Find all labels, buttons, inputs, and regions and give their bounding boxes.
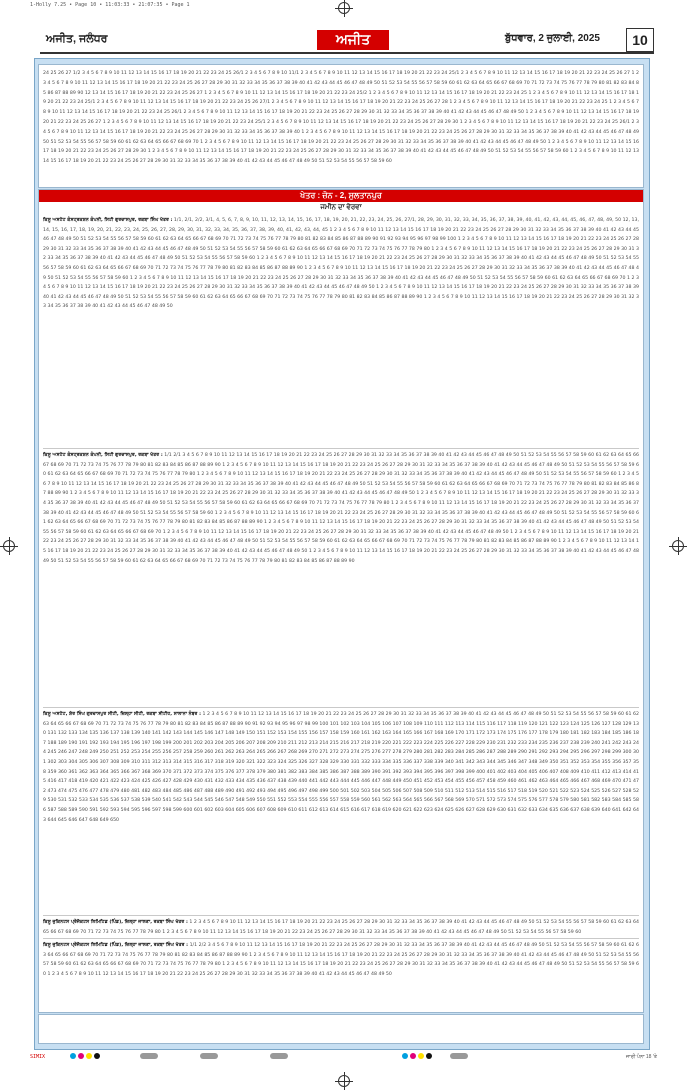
land-entry-body: 1/1 2/1 3 4 5 6 7 8 9 10 11 12 13 14 15 16 17 18 19 20 21 22 23 24 25 26 27 28 29 30 31 32 33 34 35 36 37 38 39 40 41 42 43 44 45 46 47 48 49 50 51 52 53 54 55 56 57 58 59 60 61 62 63 64 65 66 67 68 69 70 71 72 73 74 75 76 77 78 79 80 81 82 83 84 85 86 87 88 89 90 1 2 3 4 5 6 7 8 9 10 11 12 13 14 15 16 17 18 19 20 21 22 23 24 25 26 27 28 29 30 31 32 33 34 35 36 37 38 39 40 41 42 43 44 45 46 47 48 49 50 51 52 53 54 55 56 57 58 59 60 61 62 63 64 65 66 67 68 69 70 71 72 73 74 75 76 77 78 79 80 1 2 3 4 5 6 7 8 9 10 11 12 13 14 15 16 17 18 19 20 21 22 23 24 25 26 27 28 29 30 31 32 33 34 35 36 37 38 39 40 41 42 43 44 45 46 47 48 49 50 51 52 53 54 55 56 57 58 59 60 1 2 3 4 5 6 7 8 9 10 11 12 13 14 15 16 17 18 19 20 21 22 23 24 25 26 27 28 29 30 31 32 33 34 35 36 37 38 39 40 41 42 43 44 45 46 47 48 49 50 51 52 53 54 55 56 57 58 59 60 61 62 63 64 65 66 67 68 69 70 71 72 73 74 75 76 77 78 79 80 81 82 83 84 85 86 87 88 89 90 1 2 3 4 5 6 7 8 9 10 11 12 13 14 15 16 17 18 19 20 21 22 23 24 25 26 27 28 29 30 31 32 33 34 35 36 37 38 39 40 41 42 43 44 45 46 47 48 49 50 1 2 3 4 5 6 7 8 9 10 11 12 13 14 15 16 17 18 19 20 21 22 23 24 25 26 27 28 29 30 31 32 33 34 35 36 37 38 39 40 41 42 43 44 45 46 47 48 49 50 51 52 53 54 55 56 57 58 59 60 61 62 63 64 65 66 67 68 69 70 71 72 73 74 75 76 77 78 79 80 1 2 3 4 5 6 7 8 9 10 11 12 13 14 15 16 17 18 19 20 21 22 23 24 25 26 27 28 29 30 31 32 33 34 35 36 37 38 39 40 41 42 43 44 45 46 47 48 49 50 51 52 53 54 55 56 57 58 59 60 1 2 3 4 5 6 7 8 9 10 11 12 13 14 15 16 17 18 19 20 21 22 23 24 25 26 27 28 29 30 31 32 33 34 35 36 37 38 39 40 41 42 43 44 45 46 47 48 49 50 51 52 53 54 55 56 57 58 59 60 61 62 63 64 65 66 67 68 69 70 71 72 73 74 75 76 77 78 79 80 81 82 83 84 85 86 87 88 89 90 1 2 3 4 5 6 7 8 9 10 11 12 13 14 15 16 17 18 19 20 21 22 23 24 25 26 27 28 29 30 31 32 33 34 35 36 37 38 39 40 41 42 43 44 45 46 47 48 49 50 51 52 53 54 55 56 57 58 59 60 61 62 63 64 65 66 67 68 69 70 1 2 3 4 5 6 7 8 9 10 11 12 13 14 15 16 17 18 19 20 21 22 23 24 25 26 27 28 29 30 31 32 33 34 35 36 37 38 39 40 41 42 43 44 45 46 47 48 49 50 1 2 3 4 5 6 7 8 9 10 11 12 13 14 15 16 17 18 19 20 21 22 23 24 25 26 27 28 29 30 31 32 33 34 35 36 37 38 39 40 41 42 43 44 45 46 47 48 49 50 51 52 53 54 55 56 57 58 59 60 61 62 63 64 65 66 67 68 69 70 71 72 73 74 75 76 77 78 79 80 81 82 83 84 85 86 87 88 89 90 1 2 3 4 5 6 7 8 9 10 11 12 13 14 15 16 17 18 19 20 21 22 23 24 25 26 27 28 29 30 31 32 33 34 35 36 37 38 39 40 41 42 43 44 45 46 47 48 49 50 1 2 3 4 5 6 7 8 9 10 11 12 13 14 15 16 17 18 19 20 21 22 23 24 25 26 27 28 29 30 31 32 33 34 35 36 37 38 39 40 41 42 43 44 45 46 47 48 49 50 51 52 53 54 55 56 57 58 59 60 61 62 63 64 65 66 67 68 69 70 71 72 73 74 75 76 77 78 79 80 81 82 83 84 85 86 87 88 89 90 (43, 453, 639, 564)
print-code: SIMIX (30, 1054, 46, 1060)
land-entry-heading: ਕਿਸੂ ਜੁਕਿਨਟਸ ਪ੍ਰੋਜੈਕਟਸ ਲਿਮਿਟਿਡ (ਪਿੰਡ), ਜ਼ਿਲ੍ਹਾ ਜਾਲਣਾ, ਰਕਬਾ ਸਿੰਘ ਖੇਤਰ : (43, 920, 188, 925)
registration-mark-icon (672, 540, 684, 552)
black-swatch-icon (94, 1053, 100, 1059)
land-entry-heading: ਕਿਸੂ ਅਸਟੇਟ, ਸ਼ੇਰ ਸਿੰਘ ਗੁਰਦਾਸਪੁਰ ਸੀਟੀ, ਜ਼ਿਲ੍ਹਾ ਸੀਟੀ, ਰਕਬਾ ਸੀਟੀਹ, ਸਾਲਾਨਾ ਨੰਬਰ : (43, 712, 201, 717)
gray-bar-icon (270, 1053, 288, 1059)
gray-bar-icon (140, 1053, 158, 1059)
entry-divider (43, 707, 639, 708)
page-footer (30, 1053, 657, 1063)
land-entry-heading: ਕਿਸੂ ਅਸਟੇਟ ਕੰਸਟ੍ਰਕਸ਼ਨ ਕੰਪਨੀ, ਸਿਟੀ ਗੁਰਦਾਸਪੁਰ, ਰਕਬਾ ਸਿੰਘ ਖੇਤਰ : (43, 218, 173, 223)
registration-mark-icon (338, 2, 350, 14)
continued-listing-text: 24 25 26 27 1/2 3 4 5 6 7 8 9 10 11 12 13 14 15 16 17 18 19 20 21 22 23 24 25 26/1 2 3 4 5 6 7 8 9 10 11/1 2 3 4 5 6 7 8 9 10 11 12 13 14 15 16 17 18 19 20 21 22 23 24 25/1 2 3 4 5 6 7 8 9 10 11 12 13 14 15 16 17 18 19 20 21 22 23 24 25 26 27 1 2 3 4 5 6 7 8 9 10 11 12 13 14 15 16 17 18 19 20 21 22 23 24 25 26 27 28 29 30 31 32 33 34 35 36 37 38 39 40 41 42 43 44 45 46 47 48 49 50 51 52 53 54 55 56 57 58 59 60 61 62 63 64 65 66 67 68 69 70 71 72 73 74 75 76 77 78 79 80 81 82 83 84 85 86 87 88 89 90 12 13 14 15 16 17 18 19 20 21 22 23 24 25 26 27 1 2 3 4 5 6 7 8 9 10 11 12 13 14 15 16 17 18 19 20 21 22 23 24 25/2 1 2 3 4 5 6 7 8 9 10 11 12 13 14 15 16 17 18 19 20 21 22 23 24 25 1 2 3 4 5 6 7 8 9 10 11 12 13 14 15 16 17 18 19 20 21 22 23 24 25/1 2 3 4 5 6 7 8 9 10 11 12 13 14 15 16 17 18 19 20 21 22 23 24 25 26 27/1 2 3 4 5 6 7 8 9 10 11 12 13 14 15 16 17 18 19 20 21 22 23 24 25 26 27 28 1 2 3 4 5 6 7 8 9 10 11 12 13 14 15 16 17 18 19 20 21 22 23 24 25 1 2 3 4 5 6 7 8 9 10 11 12 13 14 15 16 17 18 19 20 21 22 23 24 25 26/1 2 3 4 5 6 7 8 9 10 11 12 13 14 15 16 17 18 19 20 21 22 23 24 25 26 27 28 29 30 31 32 33 34 35 36 37 38 39 40 41 42 43 44 45 46 47 48 49 50 1 2 3 4 5 6 7 8 9 10 11 12 13 14 15 16 17 18 19 20 21 22 23 24 25 26 27 1 2 3 4 5 6 7 8 9 10 11 12 13 14 15 16 17 18 19 20 21 22 23 24 25/1 2 3 4 5 6 7 8 9 10 11 12 13 14 15 16 17 18 19 20 21 22 23 24 25 26 27 28 29 30 1 2 3 4 5 6 7 8 9 10 11 12 13 14 15 16 17 18 19 20 21 22 23 24 25 26/1 2 3 4 5 6 7 8 9 10 11 12 13 14 15 16 17 18 19 20 21 22 23 24 25 26 27 28 29 30 31 32 33 34 35 36 37 38 39 40 1 2 3 4 5 6 7 8 9 10 11 12 13 14 15 16 17 18 19 20 21 22 23 24 25 26 27 28 29 30 31 32 33 34 35 36 37 38 39 40 41 42 43 44 45 46 47 48 49 50 51 52 53 54 55 56 57 58 59 60 61 62 63 64 65 66 67 68 69 70 1 2 3 4 5 6 7 8 9 10 11 12 13 14 15 16 17 18 19 20 21 22 23 24 25 26 27 28 29 30 31 32 33 34 35 36 37 38 39 40 41 42 43 44 45 46 47 48 49 50 1 2 3 4 5 6 7 8 9 10 11 12 13 14 15 16 17 18 19 20 21 22 23 24 25 26 27 28 29 30 1 2 3 4 5 6 7 8 9 10 11 12 13 14 15 16 17 18 19 20 21 22 23 24 25 26 27 28 29 30 31 32 33 34 35 36 37 38 39 40 41 42 43 44 45 46 47 48 49 50 51 52 53 54 55 56 57 58 59 60 1 2 3 4 5 6 7 8 9 10 11 12 13 14 15 16 17 18 19 20 21 22 23 24 25 26 27 28 29 30 31 32 33 34 35 36 37 38 39 40 41 42 43 44 45 46 47 48 49 50 51 52 53 54 55 56 57 58 59 60 (43, 71, 639, 165)
yellow-swatch-icon (86, 1053, 92, 1059)
continued-listing-panel (38, 64, 644, 188)
yellow-swatch-icon (418, 1053, 424, 1059)
land-entry (43, 451, 639, 705)
land-entry (43, 710, 639, 913)
magenta-swatch-icon (78, 1053, 84, 1059)
land-entry-body: 1 2 3 4 5 6 7 8 9 10 11 12 13 14 15 16 17 18 19 20 21 22 23 24 25 26 27 28 29 30 31 32 33 34 35 36 37 38 39 40 41 42 43 44 45 46 47 48 49 50 51 52 53 54 55 56 57 58 59 60 61 62 63 64 65 66 67 68 69 70 71 72 73 74 75 76 77 78 79 80 1 2 3 4 5 6 7 8 9 10 11 12 13 14 15 16 17 18 19 20 21 22 23 24 25 26 27 28 29 30 31 32 33 34 35 36 37 38 39 40 41 42 43 44 45 46 47 48 49 50 51 52 53 54 55 56 57 58 59 60 (43, 920, 639, 935)
cyan-swatch-icon (70, 1053, 76, 1059)
edition-label: ਅਜੀਤ, ਜਲੰਧਰ (46, 33, 108, 45)
entry-divider (43, 448, 639, 449)
land-entry (43, 216, 639, 446)
masthead-logo: ਅਜੀਤ (317, 30, 389, 50)
registration-mark-icon (3, 540, 15, 552)
section-panel (38, 189, 644, 1013)
land-entry-body: 1 2 3 4 5 6 7 8 9 10 11 12 13 14 15 16 17 18 19 20 21 22 23 24 25 26 27 28 29 30 31 32 33 34 35 36 37 38 39 40 41 42 43 44 45 46 47 48 49 50 51 52 53 54 55 56 57 58 59 60 61 62 63 64 65 66 67 68 69 70 71 72 73 74 75 76 77 78 79 80 81 82 83 84 85 86 87 88 89 90 91 92 93 94 95 96 97 98 99 100 101 102 103 104 105 106 107 108 109 110 111 112 113 114 115 116 117 118 119 120 121 122 123 124 125 126 127 128 129 130 131 132 133 134 135 136 137 138 139 140 141 142 143 144 145 146 147 148 149 150 151 152 153 154 155 156 157 158 159 160 161 162 163 164 165 166 167 168 169 170 171 172 173 174 175 176 177 178 179 180 181 182 183 184 185 186 187 188 189 190 191 192 193 194 195 196 197 198 199 200 201 202 203 204 205 206 207 208 209 210 211 212 213 214 215 216 217 218 219 220 221 222 223 224 225 226 227 228 229 230 231 232 233 234 235 236 237 238 239 240 241 242 243 244 245 246 247 248 249 250 251 252 253 254 255 256 257 258 259 260 261 262 263 264 265 266 267 268 269 270 271 272 273 274 275 276 277 278 279 280 281 282 283 284 285 286 287 288 289 290 291 292 293 294 295 296 297 298 299 300 301 302 303 304 305 306 307 308 309 310 311 312 313 314 315 316 317 318 319 320 321 322 323 324 325 326 327 328 329 330 331 332 333 334 335 336 337 338 339 340 341 342 343 344 345 346 347 348 349 350 351 352 353 354 355 356 357 358 359 360 361 362 363 364 365 366 367 368 369 370 371 372 373 374 375 376 377 378 379 380 381 382 383 384 385 386 387 388 389 390 391 392 393 394 395 396 397 398 399 400 401 402 403 404 405 406 407 408 409 410 411 412 413 414 415 416 417 418 419 420 421 422 423 424 425 426 427 428 429 430 431 432 433 434 435 436 437 438 439 440 441 442 443 444 445 446 447 448 449 450 451 452 453 454 455 456 457 458 459 460 461 462 463 464 465 466 467 468 469 470 471 472 473 474 475 476 477 478 479 480 481 482 483 484 485 486 487 488 489 490 491 492 493 494 495 496 497 498 499 500 501 502 503 504 505 506 507 508 509 510 511 512 513 514 515 516 517 518 519 520 521 522 523 524 525 526 527 528 529 530 531 532 533 534 535 536 537 538 539 540 541 542 543 544 545 546 547 548 549 550 551 552 553 554 555 556 557 558 559 560 561 562 563 564 565 566 567 568 569 570 571 572 573 574 575 576 577 578 579 580 581 582 583 584 585 586 587 588 589 590 591 592 593 594 595 596 597 598 599 600 601 602 603 604 605 606 607 608 609 610 611 612 613 614 615 616 617 618 619 620 621 622 623 624 625 626 627 628 629 630 631 632 633 634 635 636 637 638 639 640 641 642 643 644 645 646 647 648 649 650 (43, 712, 639, 823)
entry-divider (43, 938, 639, 939)
land-entry (43, 941, 639, 1009)
land-entry (43, 918, 639, 936)
land-entry-body: 1/1, 2/1, 2/2, 3/1, 4, 5, 6, 7, 8, 9, 10, 11, 12, 13, 14, 15, 16, 17, 18, 19, 20, 21, 22, 23, 24, 25, 26, 27/1, 28, 29, 30, 31, 32, 33, 34, 35, 36, 37, 38, 39, 40, 41, 42, 43, 44, 45, 46, 47, 48, 49, 50 12, 13, 14, 15, 16, 17, 18, 19, 20, 21, 22, 23, 24, 25, 26, 27, 28, 29, 30, 31, 32, 33, 34, 35, 36, 37, 38, 39, 40, 41, 42, 43, 44, 45 1 2 3 4 5 6 7 8 9 10 11 12 13 14 15 16 17 18 19 20 21 22 23 24 25 26 27 28 29 30 31 32 33 34 35 36 37 38 39 40 41 42 43 44 45 46 47 48 49 50 51 52 53 54 55 56 57 58 59 60 61 62 63 64 65 66 67 68 69 70 71 72 73 74 75 76 77 78 79 80 81 82 83 84 85 86 87 88 89 90 91 92 93 94 95 96 97 98 99 100 1 2 3 4 5 6 7 8 9 10 11 12 13 14 15 16 17 18 19 20 21 22 23 24 25 26 27 28 29 30 31 32 33 34 35 36 37 38 39 40 41 42 43 44 45 46 47 48 49 50 51 52 53 54 55 56 57 58 59 60 61 62 63 64 65 66 67 68 69 70 71 72 73 74 75 76 77 78 79 80 1 2 3 4 5 6 7 8 9 10 11 12 13 14 15 16 17 18 19 20 21 22 23 24 25 26 27 28 29 30 31 32 33 34 35 36 37 38 39 40 41 42 43 44 45 46 47 48 49 50 51 52 53 54 55 56 57 58 59 60 1 2 3 4 5 6 7 8 9 10 11 12 13 14 15 16 17 18 19 20 21 22 23 24 25 26 27 28 29 30 31 32 33 34 35 36 37 38 39 40 41 42 43 44 45 46 47 48 49 50 51 52 53 54 55 56 57 58 59 60 61 62 63 64 65 66 67 68 69 70 71 72 73 74 75 76 77 78 79 80 81 82 83 84 85 86 87 88 89 90 1 2 3 4 5 6 7 8 9 10 11 12 13 14 15 16 17 18 19 20 21 22 23 24 25 26 27 28 29 30 31 32 33 34 35 36 37 38 39 40 41 42 43 44 45 46 47 48 49 50 51 52 53 54 55 56 57 58 59 60 1 2 3 4 5 6 7 8 9 10 11 12 13 14 15 16 17 18 19 20 21 22 23 24 25 26 27 28 29 30 31 32 33 34 35 36 37 38 39 40 41 42 43 44 45 46 47 48 49 50 51 52 53 54 55 56 57 58 59 60 61 62 63 64 65 66 67 68 69 70 1 2 3 4 5 6 7 8 9 10 11 12 13 14 15 16 17 18 19 20 21 22 23 24 25 26 27 28 29 30 31 32 33 34 35 36 37 38 39 40 41 42 43 44 45 46 47 48 49 50 1 2 3 4 5 6 7 8 9 10 11 12 13 14 15 16 17 18 19 20 21 22 23 24 25 26 27 28 29 30 31 32 33 34 35 36 37 38 39 40 41 42 43 44 45 46 47 48 49 50 51 52 53 54 55 56 57 58 59 60 61 62 63 64 65 66 67 68 69 70 71 72 73 74 75 76 77 78 79 80 81 82 83 84 85 86 87 88 89 90 1 2 3 4 5 6 7 8 9 10 11 12 13 14 15 16 17 18 19 20 21 22 23 24 25 26 27 28 29 30 31 32 33 34 35 36 37 38 39 40 41 42 43 44 45 46 47 48 49 50 (43, 218, 639, 310)
page-number: 10 (626, 28, 654, 52)
registration-mark-icon (338, 1075, 350, 1087)
bottom-strip (38, 1014, 644, 1044)
gray-bar-icon (200, 1053, 218, 1059)
gray-bar-icon (450, 1053, 468, 1059)
land-entry-body: 1/1 2/2 3 4 5 6 7 8 9 10 11 12 13 14 15 16 17 18 19 20 21 22 23 24 25 26 27 28 29 30 31 32 33 34 35 36 37 38 39 40 41 42 43 44 45 46 47 48 49 50 51 52 53 54 55 56 57 58 59 60 61 62 63 64 65 66 67 68 69 70 71 72 73 74 75 76 77 78 79 80 81 82 83 84 85 86 87 88 89 90 1 2 3 4 5 6 7 8 9 10 11 12 13 14 15 16 17 18 19 20 21 22 23 24 25 26 27 28 29 30 31 32 33 34 35 36 37 38 39 40 41 42 43 44 45 46 47 48 49 50 51 52 53 54 55 56 57 58 59 60 61 62 63 64 65 66 67 68 69 70 71 72 73 74 75 76 77 78 79 80 1 2 3 4 5 6 7 8 9 10 11 12 13 14 15 16 17 18 19 20 21 22 23 24 25 26 27 28 29 30 31 32 33 34 35 36 37 38 39 40 41 42 43 44 45 46 47 48 49 50 51 52 53 54 55 56 57 58 59 60 1 2 3 4 5 6 7 8 9 10 11 12 13 14 15 16 17 18 19 20 21 22 23 24 25 26 27 28 29 30 31 32 33 34 35 36 37 38 39 40 41 42 43 44 45 46 47 48 49 50 (43, 943, 639, 977)
entry-divider (43, 915, 639, 916)
page-header (40, 28, 654, 54)
land-entry-heading: ਕਿਸੂ ਅਸਟੇਟ ਕੰਸਟ੍ਰਕਸ਼ਨ ਕੰਪਨੀ, ਸਿਟੀ ਗੁਰਦਾਸਪੁਰ, ਰਕਬਾ ਖੇਤਰ : (43, 453, 163, 458)
land-entry-heading: ਕਿਸੂ ਜੁਕਿਨਟਸ ਪ੍ਰੋਜੈਕਟਸ ਲਿਮਿਟਿਡ (ਪਿੰਡ), ਜ਼ਿਲ੍ਹਾ ਜਾਲਣਾ, ਰਕਬਾ ਸਿੰਘ ਖੇਤਰ : (43, 943, 189, 948)
magenta-swatch-icon (410, 1053, 416, 1059)
print-slug: 1-Holly 7.25 • Page 10 • 11:03:33 • 21:07:35 • Page 1 (30, 2, 190, 8)
black-swatch-icon (426, 1053, 432, 1059)
continued-note: ਜਾਰੀ ਪੰਨਾ 18 'ਤੇ (626, 1054, 657, 1060)
issue-date: ਬੁੱਧਵਾਰ, 2 ਜੁਲਾਈ, 2025 (505, 33, 600, 44)
section-title: ਖੇਤਰ : ਜ਼ੋਨ - 2, ਸੁਲਤਾਨਪੁਰ (39, 190, 643, 202)
section-subtitle: ਜਮੀਨ ਦਾ ਵੇਰਵਾ (320, 204, 362, 211)
cyan-swatch-icon (402, 1053, 408, 1059)
